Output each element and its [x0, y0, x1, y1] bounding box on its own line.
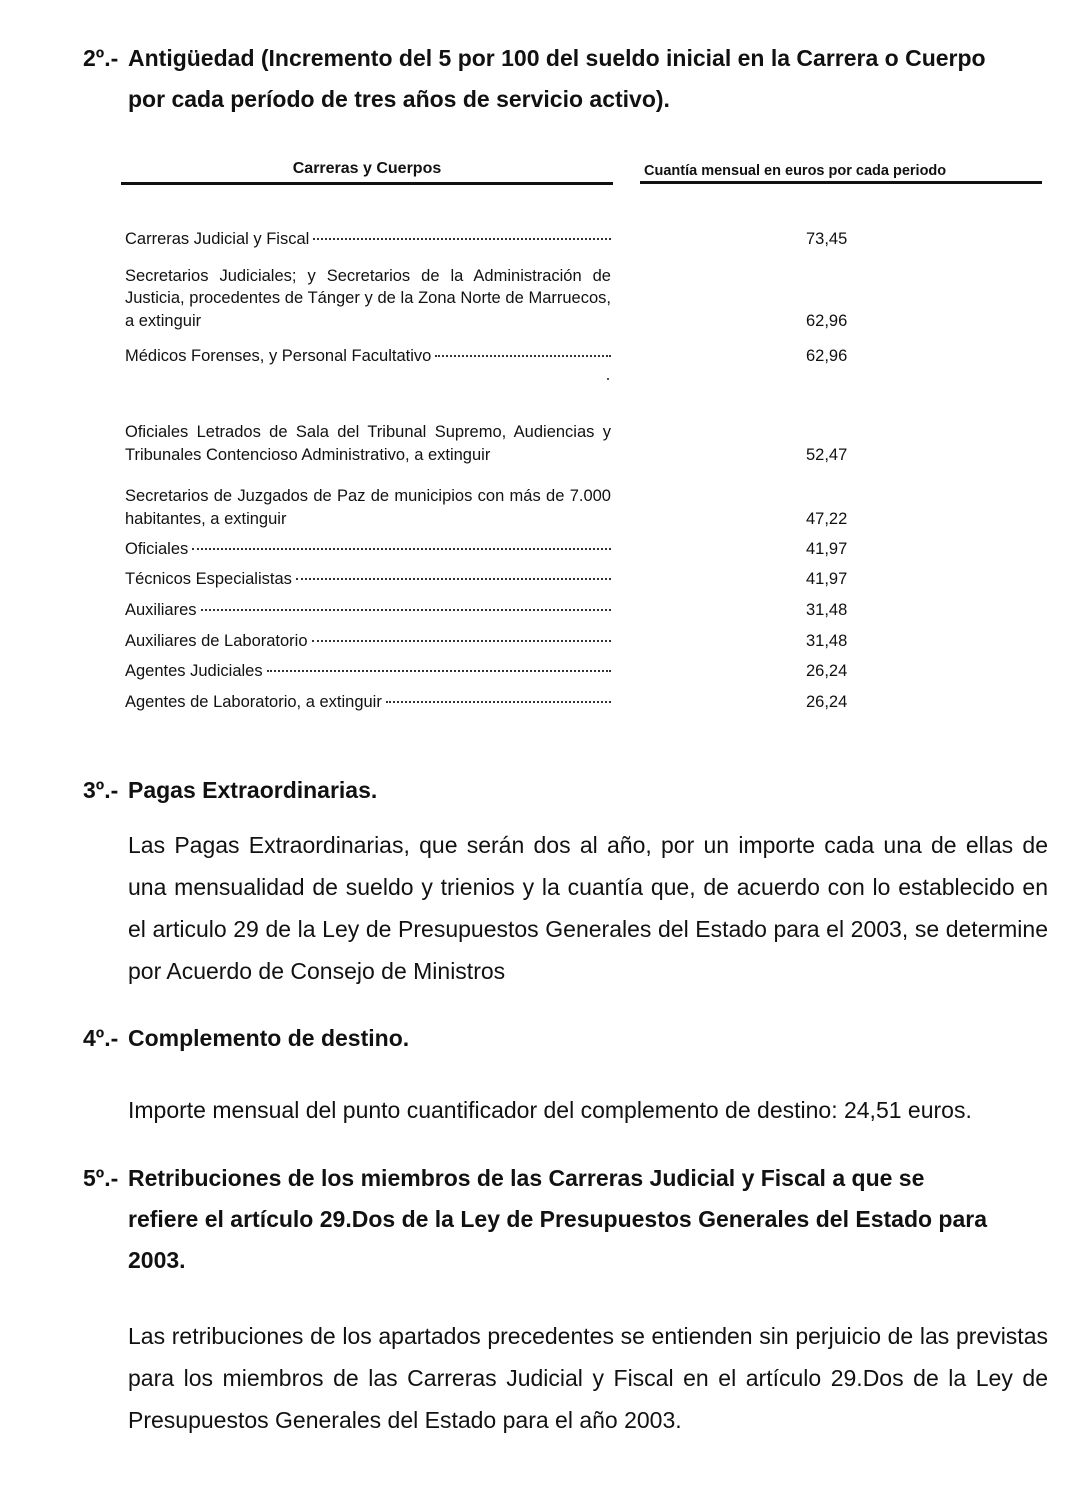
section-3-body: Las Pagas Extraordinarias, que serán dos al año, por un importe cada una de ellas de una mensualidad de sueldo y trienios y la cuantía que, de acuerdo con lo establecido en el articulo 29 de la Ley de Presupuestos Generales del Estado para el 2003, se determine por Acuerdo de Consejo de Ministros	[128, 832, 1048, 984]
row-value: 47,22	[806, 509, 848, 528]
row-label: Agentes Judiciales	[125, 661, 263, 680]
table-row	[125, 483, 885, 530]
row-value: 26,24	[806, 661, 848, 680]
dot-leader	[192, 548, 611, 550]
row-label: Auxiliares de Laboratorio	[125, 631, 308, 650]
section-5-body: Las retribuciones de los apartados precedentes se entienden sin perjuicio de las previstas para los miembros de las Carreras Judicial y Fiscal en el artículo 29.Dos de la Ley de Presupuestos Generales del Estado para el año 2003.	[128, 1323, 1048, 1433]
section-4-title: Complemento de destino.	[128, 1025, 410, 1051]
table-row	[125, 689, 885, 713]
table-header-amount: Cuantía mensual en euros por cada periodo	[640, 160, 1042, 184]
dot-leader	[267, 670, 611, 672]
section-4-body: Importe mensual del punto cuantificador del complemento de destino: 24,51 euros.	[128, 1097, 972, 1123]
row-label: Técnicos Especialistas	[125, 569, 292, 588]
row-label: Auxiliares	[125, 600, 197, 619]
section-5-title-line-2: refiere el artículo 29.Dos de la Ley de Presupuestos Generales del Estado para	[128, 1206, 988, 1232]
row-value: 62,96	[806, 346, 848, 365]
section-2-heading	[83, 38, 1049, 120]
row-value: 31,48	[806, 631, 848, 650]
table-row	[125, 396, 885, 466]
section-2-title-line-1: Antigüedad (Incremento del 5 por 100 del sueldo inicial en la Carrera o Cuerpo	[128, 45, 986, 71]
section-5-title-line-3: 2003.	[128, 1247, 186, 1273]
row-value: 31,48	[806, 600, 848, 619]
scan-speck	[607, 378, 609, 380]
dot-leader	[296, 578, 611, 580]
table-row	[125, 262, 885, 332]
row-label: Carreras Judicial y Fiscal	[125, 229, 310, 248]
section-4-heading	[83, 1018, 1049, 1059]
table-row	[125, 597, 885, 621]
row-value: 41,97	[806, 569, 848, 588]
dot-leader	[201, 609, 611, 611]
section-4-number: 4º.-	[83, 1025, 119, 1051]
row-label: Secretarios Judiciales; y Secretarios de la Administración de Justicia, procedentes de Tánger y de la Zona Norte de Marruecos, a extinguir	[125, 266, 611, 330]
row-value: 62,96	[806, 311, 848, 330]
row-value: 52,47	[806, 445, 848, 464]
row-value: 73,45	[806, 229, 848, 248]
table-row	[125, 658, 885, 682]
table-row	[125, 343, 885, 367]
section-3-heading	[83, 770, 1049, 811]
row-label: Médicos Forenses, y Personal Facultativo	[125, 346, 432, 365]
row-value: 26,24	[806, 692, 848, 711]
section-2-number: 2º.-	[83, 45, 119, 71]
section-2-title-line-2: por cada período de tres años de servicio activo).	[128, 86, 670, 112]
row-label: Secretarios de Juzgados de Paz de municipios con más de 7.000 habitantes, a extinguir	[125, 487, 611, 528]
row-label: Agentes de Laboratorio, a extinguir	[125, 692, 382, 711]
section-5-number: 5º.-	[83, 1165, 119, 1191]
table-header-careers: Carreras y Cuerpos	[121, 158, 613, 185]
section-3-title: Pagas Extraordinarias.	[128, 777, 378, 803]
dot-leader	[313, 238, 611, 240]
row-label: Oficiales	[125, 539, 189, 558]
section-3-number: 3º.-	[83, 777, 119, 803]
row-value: 41,97	[806, 539, 848, 558]
section-5-title-line-1: Retribuciones de los miembros de las Carreras Judicial y Fiscal a que se	[128, 1165, 925, 1191]
dot-leader	[312, 640, 611, 642]
dot-leader	[386, 701, 611, 703]
dot-leader	[435, 355, 611, 357]
table-row	[125, 228, 885, 250]
table-row	[125, 628, 885, 652]
table-row	[125, 536, 885, 560]
section-5-heading	[83, 1158, 1049, 1281]
table-row	[125, 566, 885, 590]
row-label: Oficiales Letrados de Sala del Tribunal Supremo, Audiencias y Tribunales Contencioso Administrativo, a extinguir	[125, 423, 611, 464]
